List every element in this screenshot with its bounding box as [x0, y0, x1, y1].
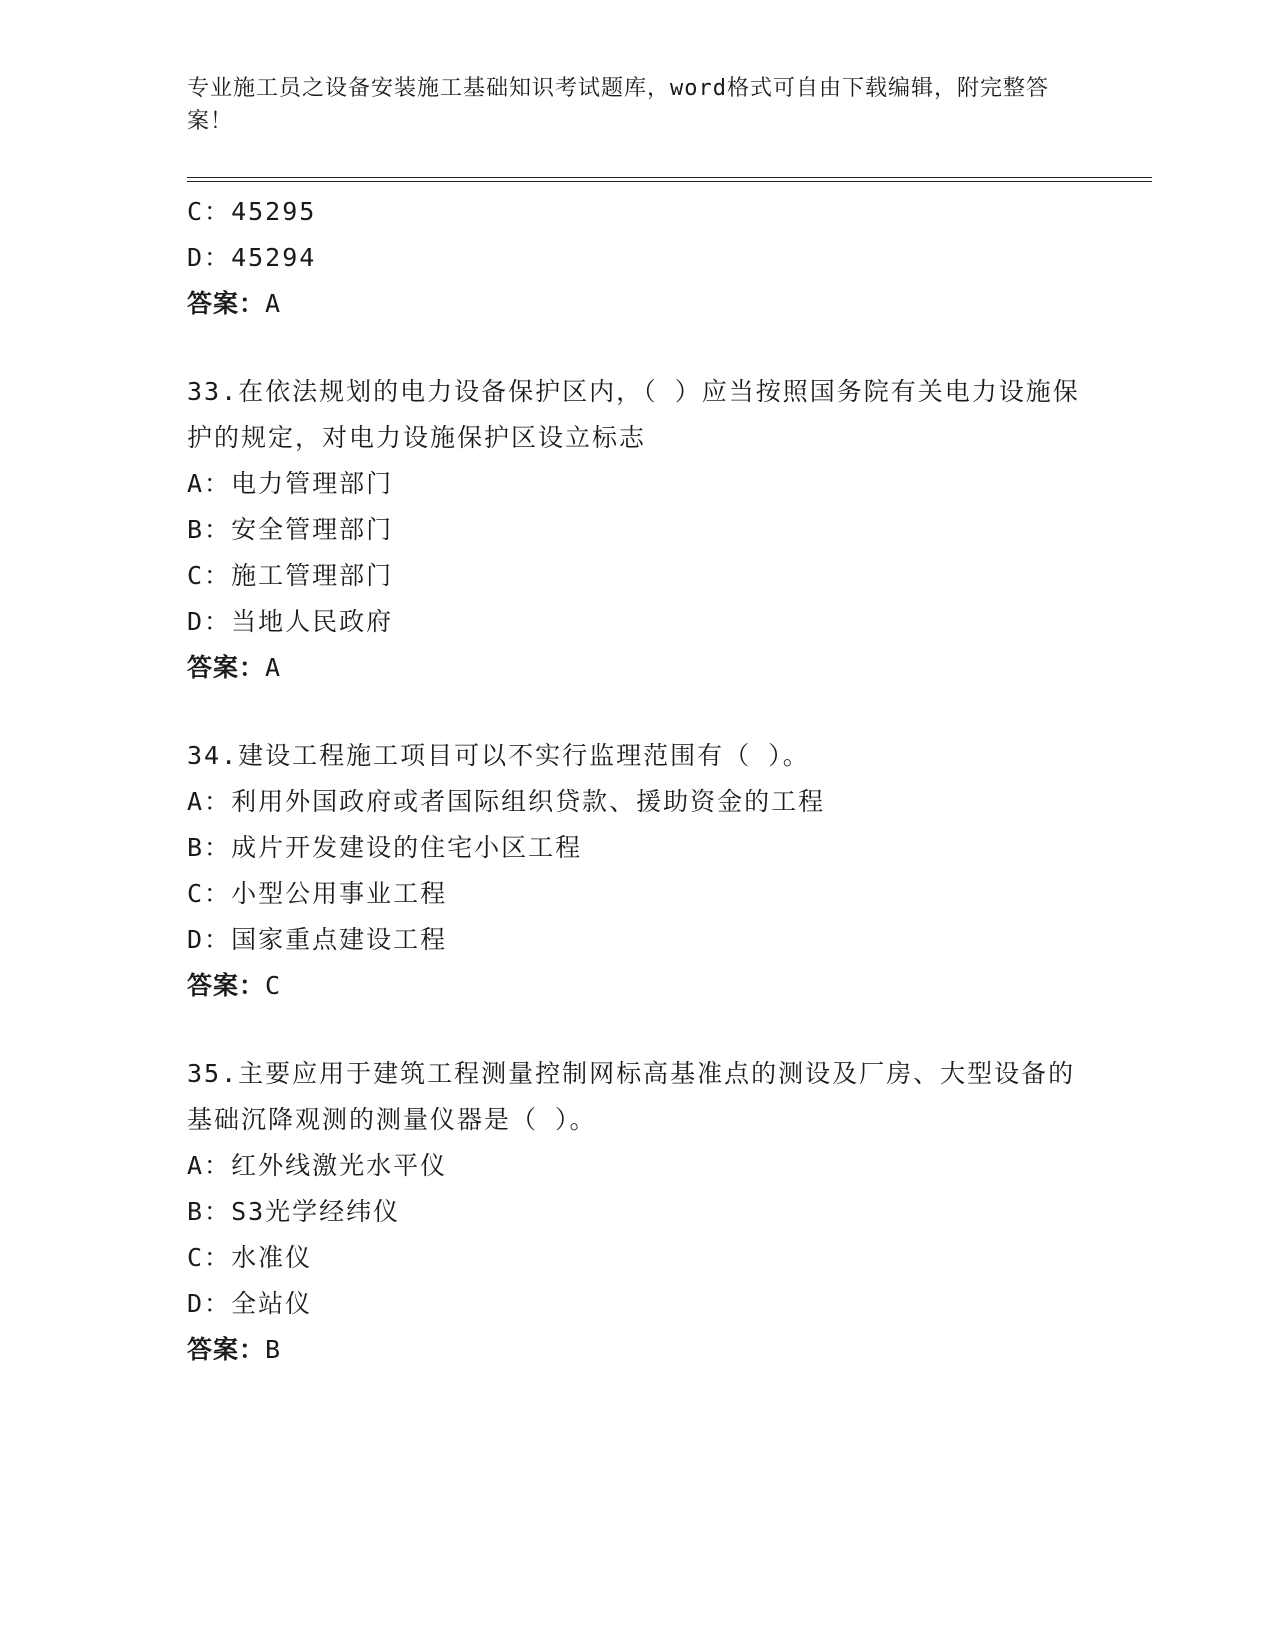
question-block-33: [187, 369, 1087, 691]
question-block-35: [187, 1051, 1087, 1373]
option-a: A：红外线激光水平仪: [187, 1151, 448, 1180]
option-d: D：45294: [187, 243, 317, 272]
answer-line: 答案：B: [187, 1335, 282, 1364]
answer-value: C: [265, 971, 282, 1000]
option-c: C：小型公用事业工程: [187, 879, 448, 908]
question-text: 34.建设工程施工项目可以不实行监理范围有（ ）。: [187, 741, 810, 770]
answer-value: A: [265, 289, 282, 318]
option-d: D：国家重点建设工程: [187, 925, 448, 954]
question-block-34: [187, 733, 1087, 1009]
answer-line: 答案：A: [187, 653, 282, 682]
answer-value: A: [265, 653, 282, 682]
option-a: A：利用外国政府或者国际组织贷款、援助资金的工程: [187, 787, 826, 816]
option-d: D：当地人民政府: [187, 607, 394, 636]
question-text: 35.主要应用于建筑工程测量控制网标高基准点的测设及厂房、大型设备的基础沉降观测的测量仪器是（ ）。: [187, 1059, 1076, 1134]
option-c: C：水准仪: [187, 1243, 313, 1272]
answer-value: B: [265, 1335, 282, 1364]
option-b: B：安全管理部门: [187, 515, 394, 544]
header-divider-top: [187, 177, 1152, 178]
option-c: C：施工管理部门: [187, 561, 394, 590]
answer-line: 答案：A: [187, 289, 282, 318]
option-c: C：45295: [187, 197, 317, 226]
option-a: A：电力管理部门: [187, 469, 394, 498]
question-text: 33.在依法规划的电力设备保护区内，（ ）应当按照国务院有关电力设施保护的规定，对电力设施保护区设立标志: [187, 377, 1080, 452]
document-header: 专业施工员之设备安装施工基础知识考试题库，word格式可自由下载编辑，附完整答案！: [187, 76, 1049, 134]
header-divider-bottom: [187, 181, 1152, 182]
answer-line: 答案：C: [187, 971, 282, 1000]
option-b: B：S3光学经纬仪: [187, 1197, 401, 1226]
option-b: B：成片开发建设的住宅小区工程: [187, 833, 583, 862]
option-d: D：全站仪: [187, 1289, 313, 1318]
question-list: [187, 189, 1087, 1373]
question-block-prev: [187, 189, 1087, 327]
